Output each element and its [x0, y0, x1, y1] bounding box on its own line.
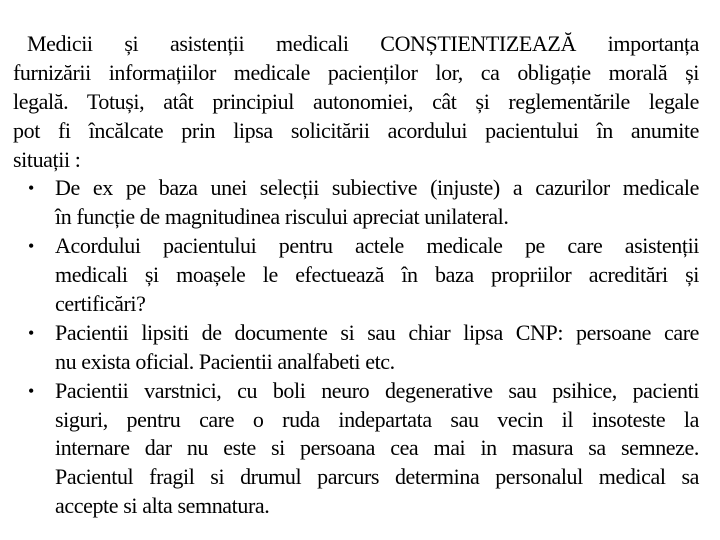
bullet-item [13, 232, 699, 319]
bullet-item [13, 174, 699, 232]
text-line: Pacientii lipsiti de documente si sau chiar lipsa CNP: persoane care [55, 319, 699, 345]
text-line: nu exista oficial. Pacientii analfabeti etc. [55, 348, 395, 374]
text-line: siguri, pentru care o ruda indepartata sau vecin il insoteste la [55, 406, 699, 432]
text-line: certificări? [55, 291, 146, 317]
text-line: legală. Totuși, atât principiul autonomiei, cât și reglementările legale [13, 88, 699, 114]
text-line: Medicii și asistenții medicali CONȘTIENTIZEAZĂ importanța [27, 31, 699, 56]
text-line: internare dar nu este si persoana cea mai in masura sa semneze. [55, 435, 699, 461]
intro-paragraph [13, 30, 699, 174]
text-line: Pacientii varstnici, cu boli neuro degenerative sau psihice, pacienti [55, 377, 699, 403]
bullet-icon: • [28, 236, 35, 257]
text-line: pot fi încălcate prin lipsa solicitării acordului pacientului în anumite [13, 117, 699, 143]
bullet-item [13, 319, 699, 377]
text-line: accepte si alta semnatura. [55, 493, 270, 519]
text-line: De ex pe baza unei selecții subiective (injuste) a cazurilor medicale [55, 175, 699, 201]
document-body [13, 30, 699, 521]
bullet-icon: • [28, 178, 35, 199]
text-line: situații : [13, 146, 81, 172]
bullet-icon: • [28, 380, 35, 401]
text-line: medicali și moașele le efectuează în baza propriilor acreditări și [55, 262, 699, 288]
text-line: Acordului pacientului pentru actele medicale pe care asistenții [55, 233, 699, 259]
text-line: Pacientul fragil si drumul parcurs determina personalul medical sa [55, 464, 699, 490]
bullet-icon: • [28, 322, 35, 343]
text-line: furnizării informațiilor medicale pacienților lor, ca obligație morală și [13, 59, 699, 85]
bullet-item [13, 377, 699, 521]
text-line: în funcție de magnitudinea riscului apreciat unilateral. [55, 204, 509, 230]
